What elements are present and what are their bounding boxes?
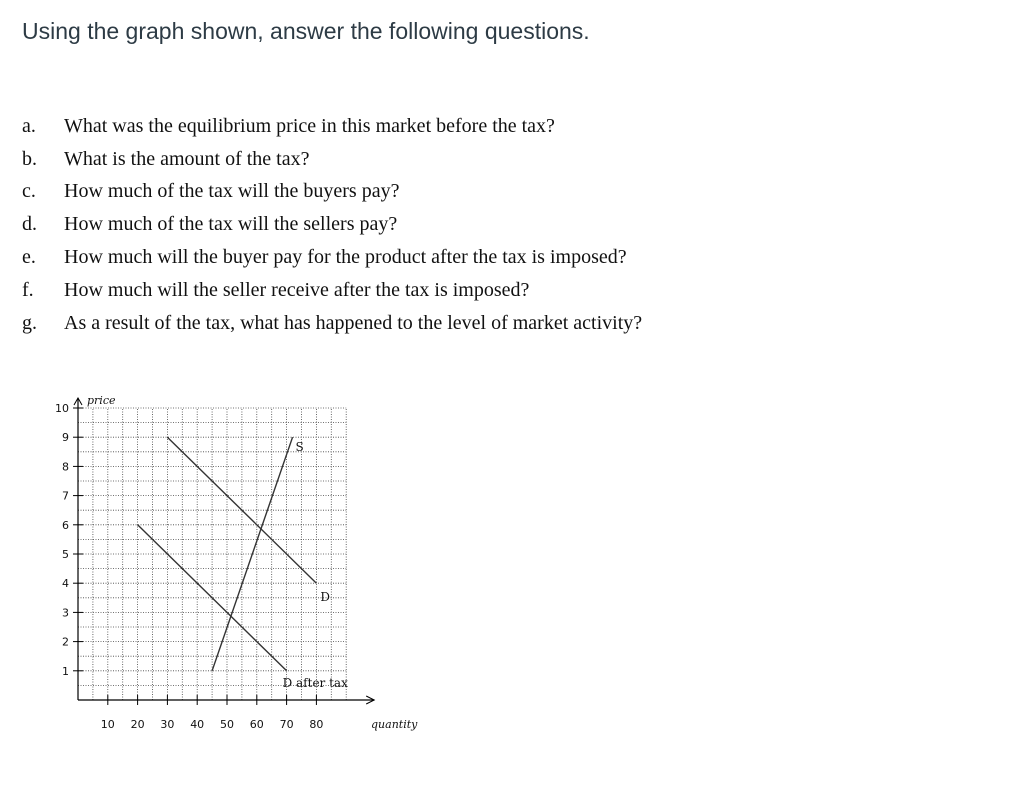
y-tick-label: 6 bbox=[62, 518, 69, 532]
question-item bbox=[22, 274, 782, 307]
question-letter: d. bbox=[22, 213, 37, 236]
series-label-s: S bbox=[295, 440, 304, 455]
x-tick-label: 20 bbox=[130, 718, 145, 731]
y-axis-label: price bbox=[87, 394, 116, 407]
question-item bbox=[22, 143, 782, 176]
y-tick-label: 1 bbox=[62, 664, 69, 678]
question-text: How much will the buyer pay for the product after the tax is imposed? bbox=[64, 246, 627, 269]
question-text: How much of the tax will the buyers pay? bbox=[64, 180, 400, 203]
question-item bbox=[22, 208, 782, 241]
question-text: As a result of the tax, what has happened to the level of market activity? bbox=[64, 311, 643, 334]
y-tick-label: 2 bbox=[62, 635, 69, 649]
question-text: What was the equilibrium price in this market before the tax? bbox=[64, 114, 555, 137]
question-item bbox=[22, 307, 782, 340]
series-label-d-after-tax: D after tax bbox=[282, 675, 348, 690]
x-tick-label: 50 bbox=[220, 718, 234, 731]
x-tick-label: 70 bbox=[279, 718, 294, 731]
y-tick-label: 10 bbox=[55, 402, 69, 415]
question-item bbox=[22, 110, 782, 143]
y-tick-label: 4 bbox=[62, 577, 69, 591]
question-letter: e. bbox=[22, 246, 36, 269]
series-label-d: D bbox=[320, 590, 331, 605]
chart-svg bbox=[40, 388, 420, 748]
question-letter: b. bbox=[22, 147, 37, 170]
series-line-s bbox=[212, 437, 292, 671]
question-letter: f. bbox=[22, 278, 34, 301]
question-list bbox=[22, 110, 782, 340]
x-tick-label: 80 bbox=[309, 718, 324, 731]
y-tick-label: 7 bbox=[62, 489, 69, 503]
supply-demand-chart bbox=[40, 388, 420, 748]
y-tick-label: 3 bbox=[62, 606, 69, 620]
x-tick-label: 40 bbox=[190, 718, 205, 731]
question-heading: Using the graph shown, answer the following questions. bbox=[22, 18, 590, 44]
y-tick-label: 9 bbox=[62, 431, 69, 445]
x-tick-label: 30 bbox=[160, 718, 175, 731]
question-letter: g. bbox=[22, 311, 37, 334]
y-tick-label: 5 bbox=[62, 548, 69, 561]
y-tick-label: 8 bbox=[62, 460, 69, 474]
question-item bbox=[22, 241, 782, 274]
question-text: How much of the tax will the sellers pay? bbox=[64, 213, 398, 236]
question-text: How much will the seller receive after the tax is imposed? bbox=[64, 278, 530, 301]
question-letter: c. bbox=[22, 180, 36, 203]
x-tick-label: 60 bbox=[249, 718, 264, 731]
x-axis-label: quantity bbox=[371, 718, 418, 731]
question-text: What is the amount of the tax? bbox=[64, 147, 310, 170]
question-item bbox=[22, 176, 782, 209]
question-letter: a. bbox=[22, 114, 36, 137]
x-tick-label: 10 bbox=[100, 718, 115, 731]
